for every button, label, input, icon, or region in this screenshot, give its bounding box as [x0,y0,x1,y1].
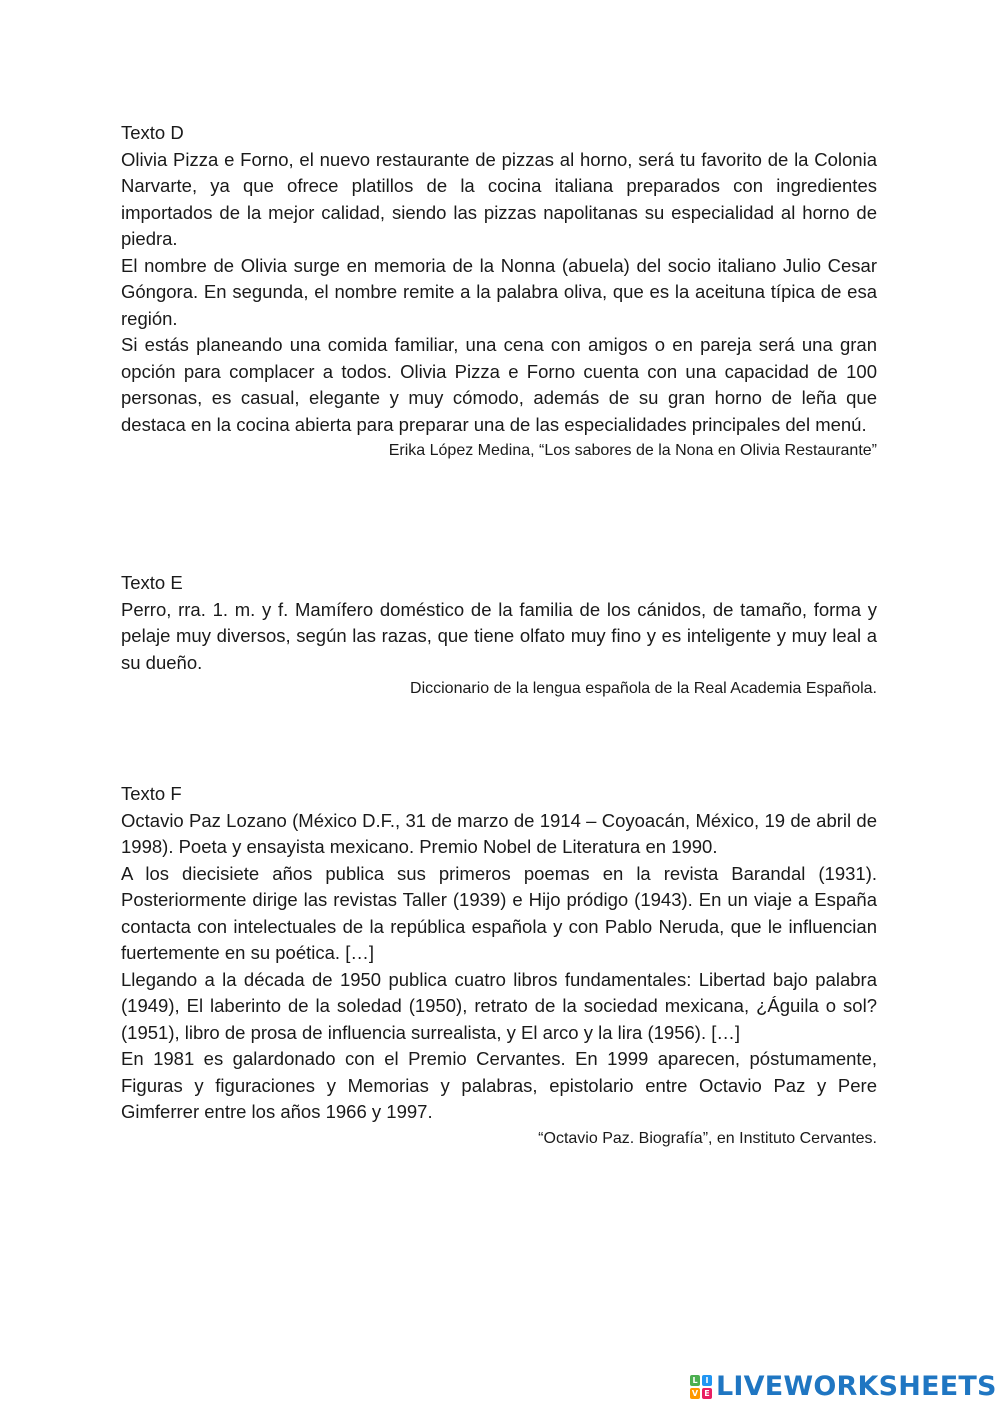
texto-f-paragraph-3: Llegando a la década de 1950 publica cuatro libros fundamentales: Libertad bajo palabra (1949), El laberinto de la soledad (1950), retrato de la sociedad mexicana, ¿Águila o sol? (1951), libro de prosa de influencia surrealista, y El arco y la lira (1956). […] [121,968,877,1043]
texto-f-paragraph-1: Octavio Paz Lozano (México D.F., 31 de marzo de 1914 – Coyoacán, México, 19 de abril de 1998). Poeta y ensayista mexicano. Premio Nobel de Literatura en 1990. [121,809,877,857]
texto-e-paragraph-1: Perro, rra. 1. m. y f. Mamífero doméstico de la familia de los cánidos, de tamaño, forma y pelaje muy diversos, según las razas, que tiene olfato muy fino y es inteligente y muy leal a su dueño. [121,598,877,673]
texto-d-title: Texto D [121,122,184,143]
texto-f-paragraph-2: A los diecisiete años publica sus primeros poemas en la revista Barandal (1931). Posteriormente dirige las revistas Taller (1939) e Hijo pródigo (1943). En un viaje a España contacta con intelectuales de la república española y con Pablo Neruda, que le influencian fuertemente en su poética. […] [121,862,877,963]
liveworksheets-logo-text: LIVEWORKSHEETS [716,1371,997,1402]
texto-d-paragraph-3: Si estás planeando una comida familiar, una cena con amigos o en pareja será una gran opción para complacer a todos. Olivia Pizza e Forno cuenta con una capacidad de 100 personas, es casual, elegante y muy cómodo, además de su gran horno de leña que destaca en la cocina abierta para preparar una de las especialidades principales del menú. [121,334,877,435]
texto-d-paragraph-1: Olivia Pizza e Forno, el nuevo restaurante de pizzas al horno, será tu favorito de la Colonia Narvarte, ya que ofrece platillos de la cocina italiana preparados con ingredientes importados de la mejor calidad, siendo las pizzas napolitanas su especialidad al horno de piedra. [121,148,877,249]
texto-f-source: “Octavio Paz. Biografía”, en Instituto Cervantes. [538,1129,877,1147]
texto-d-paragraph-2: El nombre de Olivia surge en memoria de la Nonna (abuela) del socio italiano Julio Cesar Góngora. En segunda, el nombre remite a la palabra oliva, que es la aceituna típica de esa región. [121,254,877,329]
liveworksheets-logo-icon: L I V E [690,1375,712,1399]
texto-f-title: Texto F [121,783,182,804]
texto-d-source: Erika López Medina, “Los sabores de la Nona en Olivia Restaurante” [388,442,877,459]
texto-e-section [121,570,877,700]
texto-f-paragraph-4: En 1981 es galardonado con el Premio Cervantes. En 1999 aparecen, póstumamente, Figuras y figuraciones y Memorias y palabras, epistolario entre Octavio Paz y Pere Gimferrer entre los años 1966 y 1997. [121,1048,877,1122]
texto-f-section [121,781,877,1150]
texto-d-section [121,120,877,462]
texto-e-source: Diccionario de la lengua española de la Real Academia Española. [410,680,877,697]
texto-e-title: Texto E [121,572,183,593]
liveworksheets-logo [690,1372,997,1402]
